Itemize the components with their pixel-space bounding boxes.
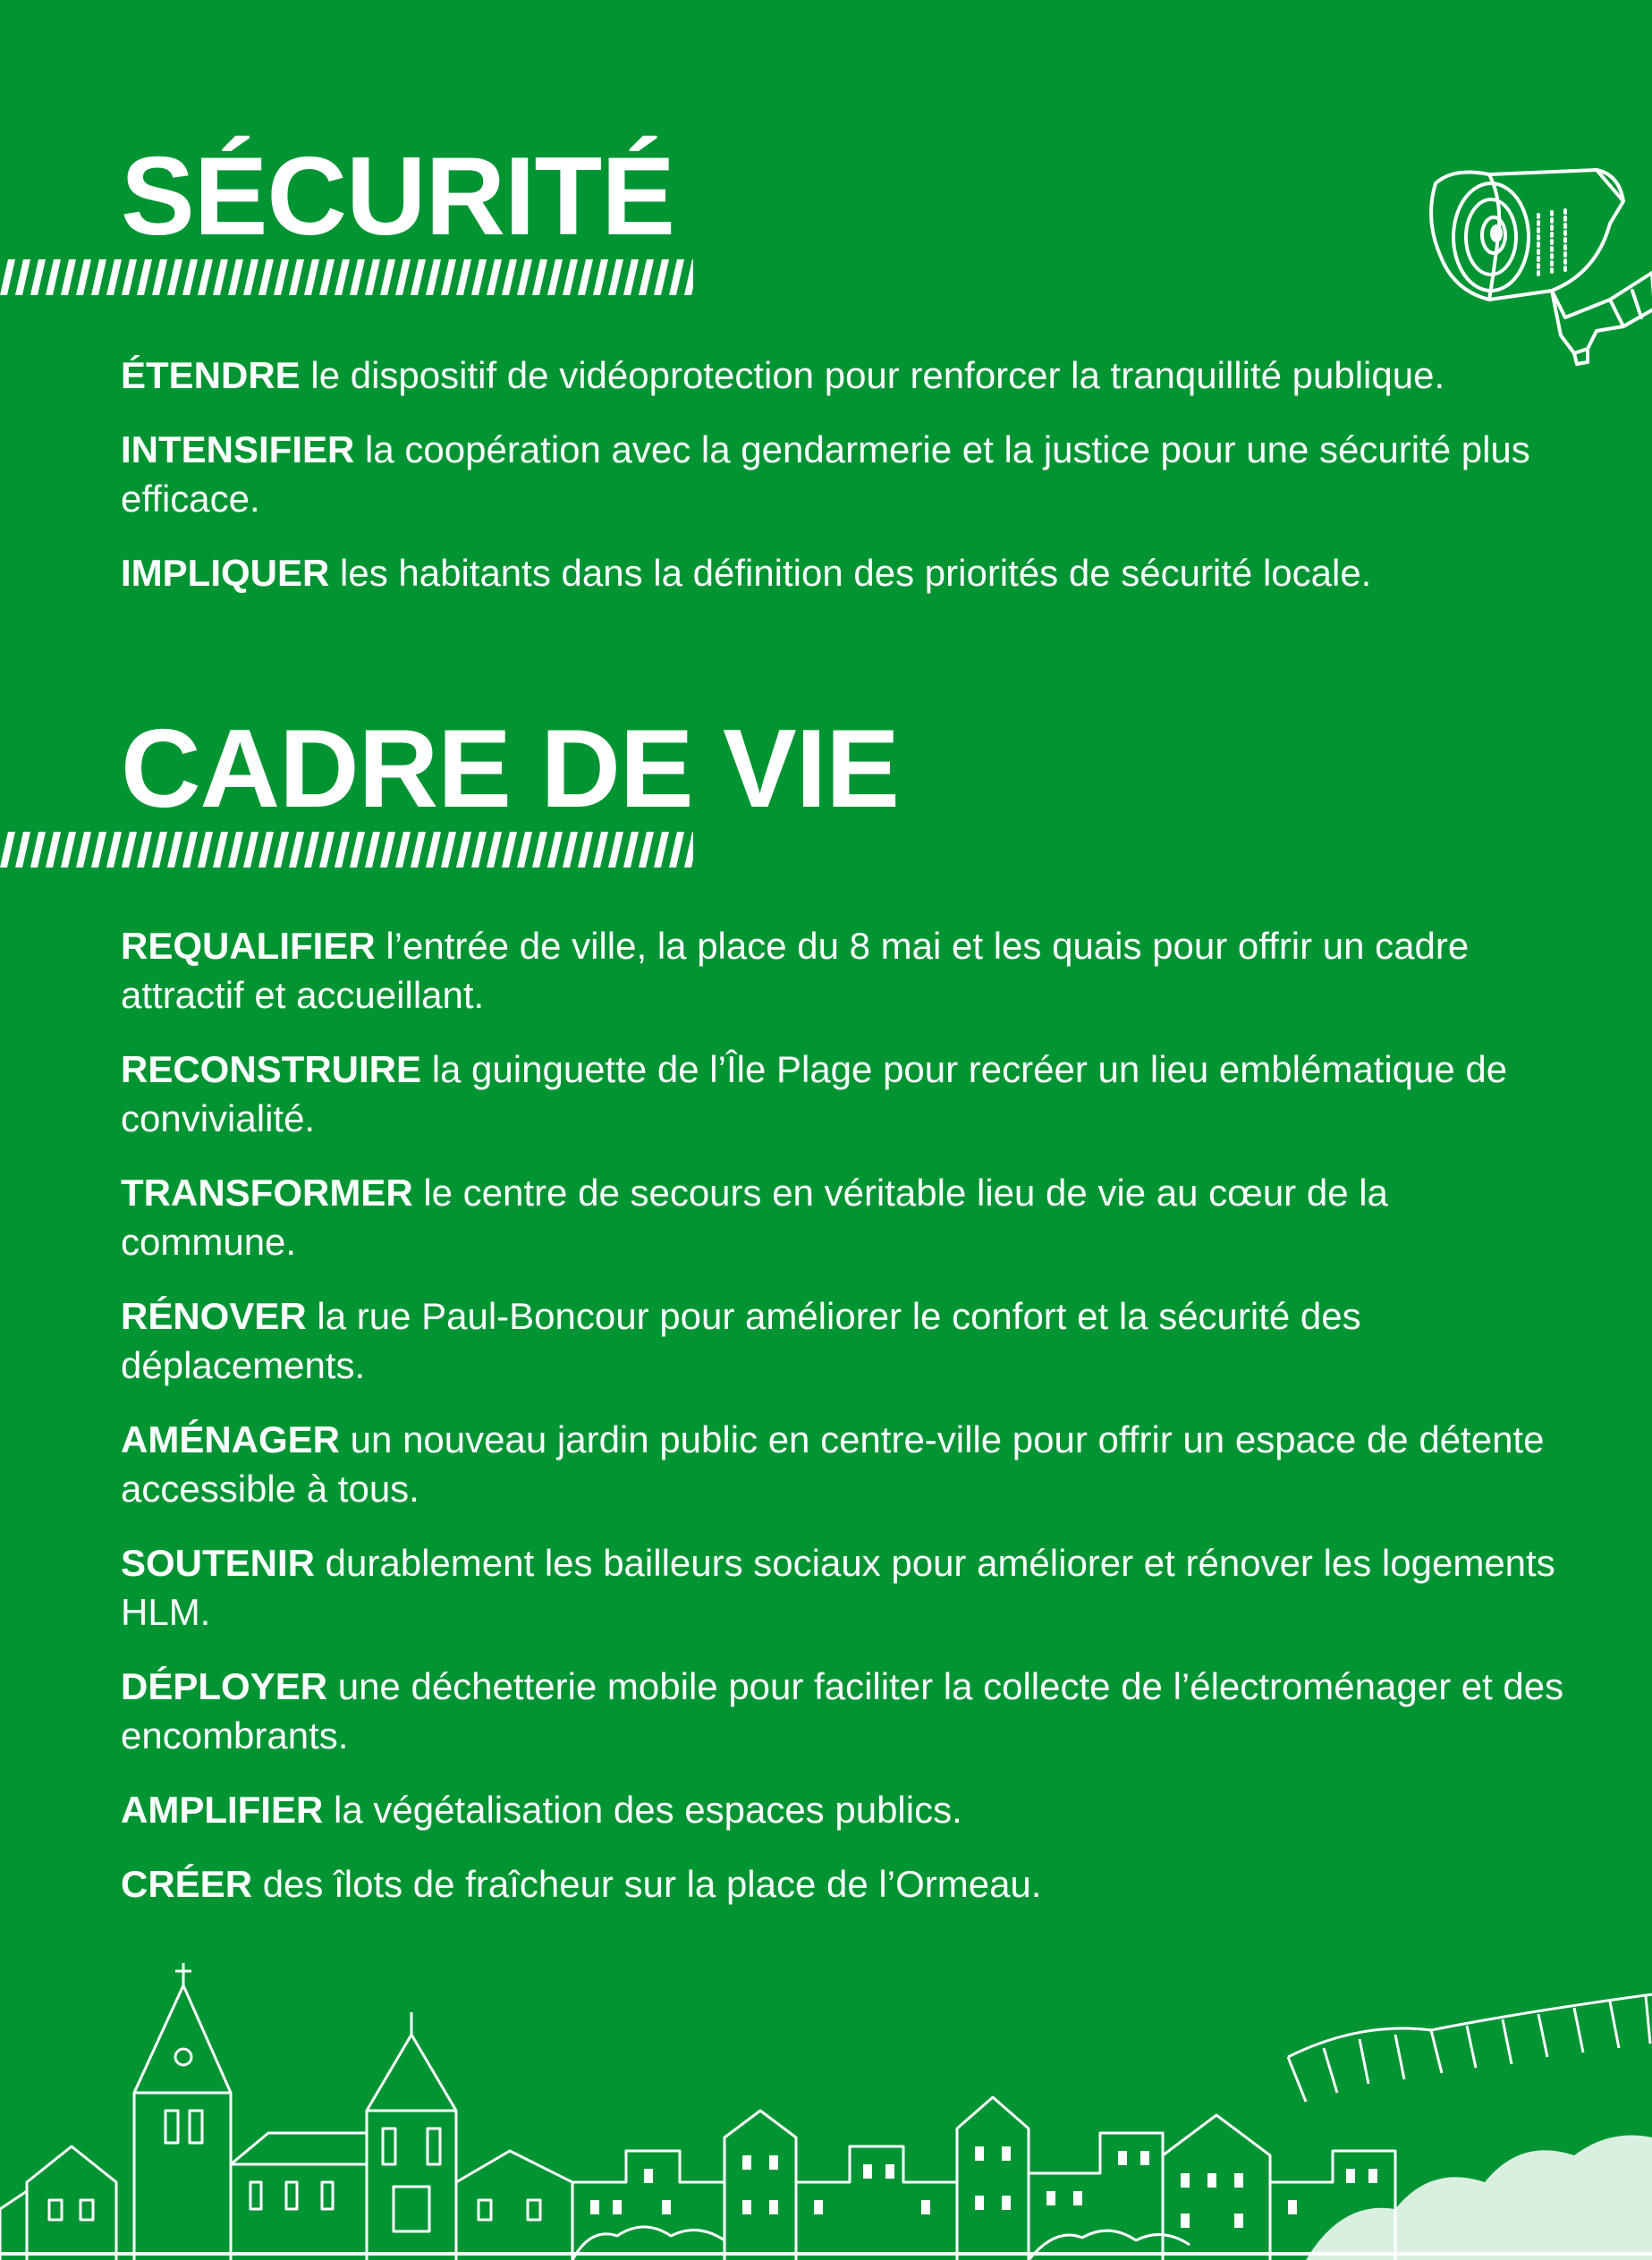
list-item xyxy=(121,1168,1570,1266)
list-item xyxy=(121,425,1570,523)
item-text: le dispositif de vidéoprotection pour renforcer la tranquillité publique. xyxy=(300,354,1445,396)
section-title-cadre-de-vie: CADRE DE VIE xyxy=(121,707,899,831)
item-text: des îlots de fraîcheur sur la place de l’Ormeau. xyxy=(252,1863,1042,1905)
section-securite xyxy=(0,134,1652,622)
securite-list xyxy=(0,351,1570,597)
item-text: une déchetterie mobile pour faciliter la collecte de l’électroménager et des encombrants. xyxy=(121,1665,1564,1756)
item-text: la rue Paul-Boncour pour améliorer le confort et la sécurité des déplacements. xyxy=(121,1295,1361,1386)
list-item xyxy=(121,921,1570,1020)
item-text: durablement les bailleurs sociaux pour améliorer et rénover les logements HLM. xyxy=(121,1542,1555,1633)
item-verb: CRÉER xyxy=(121,1863,253,1905)
list-item xyxy=(121,548,1570,597)
item-verb: TRANSFORMER xyxy=(121,1172,413,1214)
item-text: l’entrée de ville, la place du 8 mai et les quais pour offrir un cadre attractif et accueillant. xyxy=(121,925,1470,1016)
item-verb: RÉNOVER xyxy=(121,1295,307,1337)
item-text: la végétalisation des espaces publics. xyxy=(323,1789,962,1831)
section-title-securite: SÉCURITÉ xyxy=(121,135,674,258)
list-item xyxy=(121,1045,1570,1143)
item-text: la guinguette de l’Île Plage pour recréer un lieu emblématique de convivialité. xyxy=(121,1048,1508,1139)
item-text: la coopération avec la gendarmerie et la justice pour une sécurité plus efficace. xyxy=(121,428,1530,520)
item-verb: ÉTENDRE xyxy=(121,354,301,396)
item-verb: RECONSTRUIRE xyxy=(121,1048,422,1090)
security-camera-icon xyxy=(1418,165,1652,367)
list-item xyxy=(121,1538,1570,1637)
item-verb: SOUTENIR xyxy=(121,1542,316,1584)
list-item xyxy=(121,1859,1570,1909)
hatched-divider xyxy=(0,259,693,295)
item-text: les habitants dans la définition des priorités de sécurité locale. xyxy=(329,552,1372,594)
cadre-de-vie-list xyxy=(0,921,1570,1909)
list-item xyxy=(121,351,1570,400)
list-item xyxy=(121,1662,1570,1760)
town-skyline-illustration xyxy=(0,1959,1652,2260)
item-verb: IMPLIQUER xyxy=(121,552,330,594)
item-verb: DÉPLOYER xyxy=(121,1665,328,1707)
list-item xyxy=(121,1415,1570,1513)
hatched-divider xyxy=(0,832,693,868)
item-text: un nouveau jardin public en centre-ville pour offrir un espace de détente accessible à tous. xyxy=(121,1418,1545,1510)
list-item xyxy=(121,1785,1570,1834)
item-verb: INTENSIFIER xyxy=(121,428,355,470)
list-item xyxy=(121,1291,1570,1390)
section-cadre-de-vie xyxy=(0,707,1652,1934)
item-verb: AMÉNAGER xyxy=(121,1418,341,1460)
item-verb: REQUALIFIER xyxy=(121,925,376,967)
item-text: le centre de secours en véritable lieu de vie au cœur de la commune. xyxy=(121,1172,1388,1263)
item-verb: AMPLIFIER xyxy=(121,1789,324,1831)
